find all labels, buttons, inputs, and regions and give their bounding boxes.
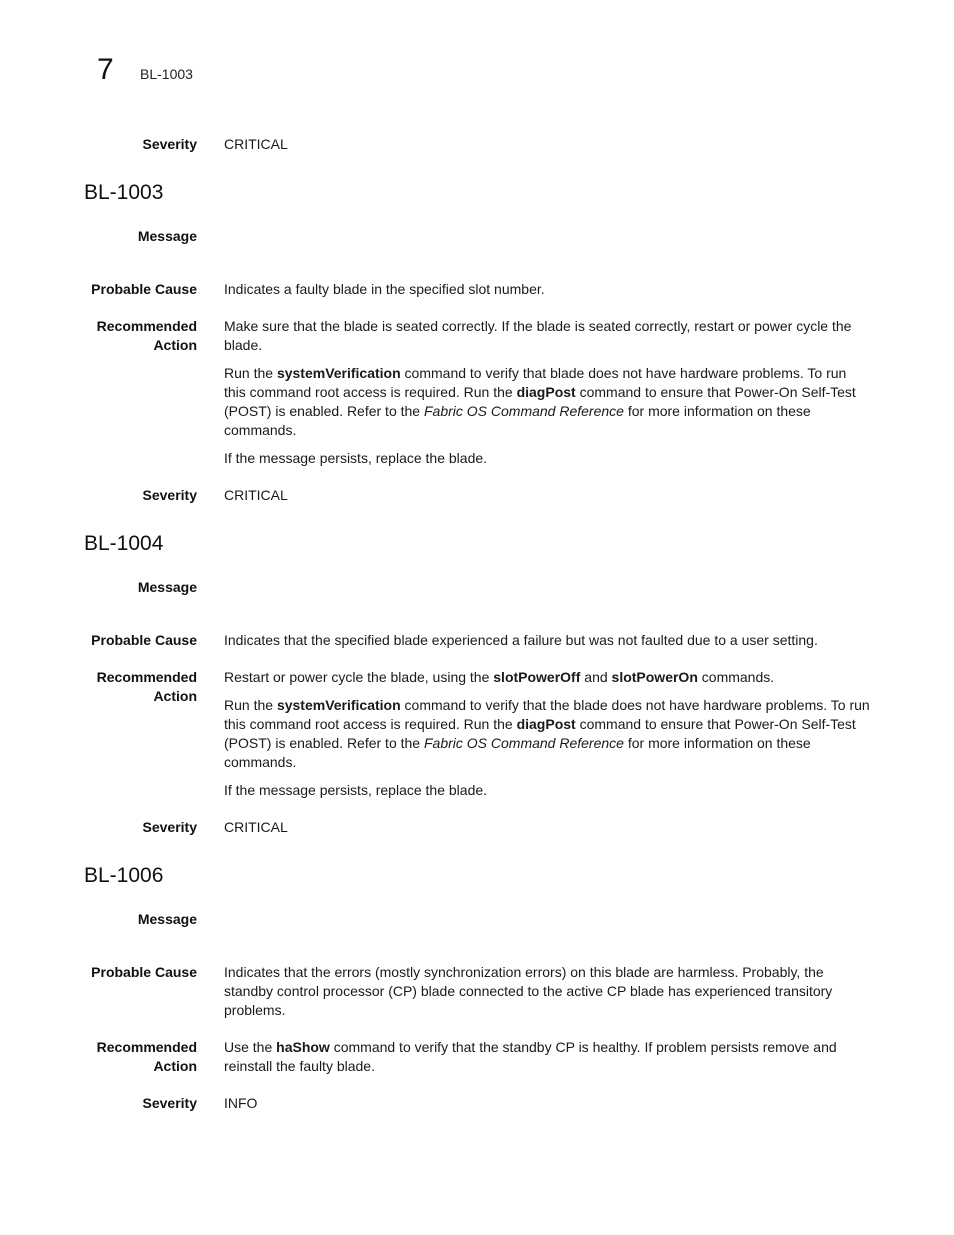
severity-label: Severity <box>142 136 197 152</box>
severity-value: CRITICAL <box>224 819 288 835</box>
message-label: Message <box>137 228 197 244</box>
probable-cause-text: Indicates that the errors (mostly synchronization errors) on this blade are harmless. Probably, the standby control processor (CP) blade connected to the active CP blade has experienced transitory problems. <box>224 964 833 1018</box>
severity-label: Severity <box>142 1095 197 1111</box>
document-reference: Fabric OS Command Reference <box>423 403 624 419</box>
probable-cause-label: Probable Cause <box>91 632 197 648</box>
recommended-label-line1: Recommended <box>96 318 197 334</box>
message-label: Message <box>137 911 197 927</box>
probable-cause-text: Indicates that the specified blade experienced a failure but was not faulted due to a user setting. <box>224 632 818 648</box>
message-label: Message <box>137 579 197 595</box>
severity-label: Severity <box>142 819 197 835</box>
probable-cause-text: Indicates a faulty blade in the specified slot number. <box>224 281 545 297</box>
command-name: diagPost <box>516 384 576 400</box>
recommended-label-line2: Action <box>153 1058 197 1074</box>
recommended-action-text <box>224 317 870 468</box>
severity-value: INFO <box>224 1095 258 1111</box>
probable-cause-label: Probable Cause <box>91 281 197 297</box>
command-name: systemVerification <box>276 365 401 381</box>
action-paragraph: Make sure that the blade is seated correctly. If the blade is seated correctly, restart or power cycle the blade. <box>224 318 852 353</box>
recommended-action-text <box>224 668 870 800</box>
action-paragraph: Use the haShow command to verify that the standby CP is healthy. If problem persists remove and reinstall the faulty blade. <box>224 1039 837 1074</box>
recommended-action-label <box>47 317 197 355</box>
recommended-label-line2: Action <box>153 688 197 704</box>
recommended-label-line1: Recommended <box>96 1039 197 1055</box>
action-paragraph: If the message persists, replace the blade. <box>224 782 488 798</box>
probable-cause-label: Probable Cause <box>91 964 197 980</box>
severity-value: CRITICAL <box>224 136 288 152</box>
recommended-label-line1: Recommended <box>96 669 197 685</box>
action-paragraph: Restart or power cycle the blade, using the slotPowerOff and slotPowerOn commands. <box>224 669 775 685</box>
chapter-number: 7 <box>97 53 114 86</box>
recommended-action-label <box>47 1038 197 1076</box>
recommended-label-line2: Action <box>153 337 197 353</box>
section-title-bl-1003: BL-1003 <box>84 181 164 204</box>
command-name: diagPost <box>516 716 576 732</box>
command-name: slotPowerOn <box>611 669 698 685</box>
running-title: BL-1003 <box>140 66 193 82</box>
document-reference: Fabric OS Command Reference <box>423 735 624 751</box>
action-paragraph: Run the systemVerification command to verify that blade does not have hardware problems. To run this command root access is required. Run the diagPost command to ensure that Power-On Self-Test (POST) is enabled. Refer to the Fabric OS Command Reference for more information on these commands. <box>224 365 856 438</box>
recommended-action-text <box>224 1038 870 1076</box>
action-paragraph: If the message persists, replace the blade. <box>224 450 488 466</box>
action-paragraph: Run the systemVerification command to verify that the blade does not have hardware problems. To run this command root access is required. Run the diagPost command to ensure that Power-On Self-Test (POST) is enabled. Refer to the Fabric OS Command Reference for more information on these commands. <box>224 697 870 770</box>
section-title-bl-1004: BL-1004 <box>84 532 164 555</box>
section-title-bl-1006: BL-1006 <box>84 864 164 887</box>
command-name: haShow <box>276 1039 330 1055</box>
command-name: systemVerification <box>276 697 401 713</box>
severity-value: CRITICAL <box>224 487 288 503</box>
command-name: slotPowerOff <box>493 669 581 685</box>
recommended-action-label <box>47 668 197 706</box>
severity-label: Severity <box>142 487 197 503</box>
